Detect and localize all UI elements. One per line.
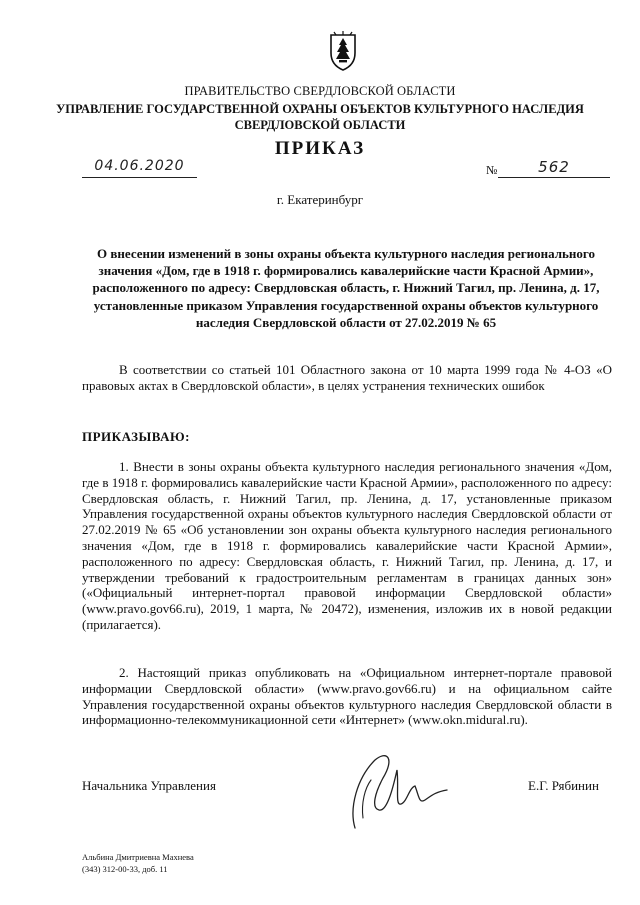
number-label: №	[486, 163, 498, 177]
order-number: 562	[498, 158, 610, 178]
department-line-2: СВЕРДЛОВСКОЙ ОБЛАСТИ	[234, 118, 406, 132]
preamble: В соответствии со статьей 101 Областного закона от 10 марта 1999 года № 4-ОЗ «О правовых актах в Свердловской области», в целях устранения технических ошибок	[82, 362, 612, 393]
signer-position: Начальника Управления	[82, 778, 216, 793]
executor-name: Альбина Дмитриевна Махнева	[82, 852, 194, 862]
order-word: ПРИКАЗЫВАЮ:	[82, 429, 190, 444]
executor-phone: (343) 312-00-33, доб. 11	[82, 864, 168, 874]
government-name: ПРАВИТЕЛЬСТВО СВЕРДЛОВСКОЙ ОБЛАСТИ	[184, 84, 456, 98]
department-name	[0, 101, 640, 133]
document-type: ПРИКАЗ	[274, 138, 366, 159]
order-item-1: 1. Внести в зоны охраны объекта культурного наследия регионального значения «Дом, где в 1918 г. формировались кавалерийские части Красной Армии», расположенного по адресу: Свердловская область, г. Нижний Тагил, пр. Ленина, д. 17, установленные приказом Управления государственной охраны объектов культурного наследия Свердловской области от 27.02.2019 № 65 «Об установлении зон охраны объекта культурного наследия регионального значения «Дом, где в 1918 г. формировались кавалерийские части Красной Армии», расположенного по адресу: Свердловская область, г. Нижний Тагил, пр. Ленина, д. 17, и утверждении требований к градостроительным регламентам в границах данных зон» («Официальный интернет-портал правовой информации Свердловской области» (www.pravo.gov66.ru), 2019, 1 марта, № 20472), изменения, изложив их в новой редакции (прилагается).	[82, 459, 612, 632]
coat-of-arms-icon	[328, 31, 358, 71]
order-item-2: 2. Настоящий приказ опубликовать на «Официальном интернет-портале правовой информации Свердловской области» (www.pravo.gov66.ru) и на официальном сайте Управления государственной охраны объектов культурного наследия Свердловской области в информационно-телекоммуникационной сети «Интернет» (www.okn.midural.ru).	[82, 665, 612, 728]
order-subject: О внесении изменений в зоны охраны объекта культурного наследия регионального значения «Дом, где в 1918 г. формировались кавалерийские части Красной Армии», расположенного по адресу: Свердловская область, г. Нижний Тагил, пр. Ленина, д. 17, установленные приказом Управления государственной охраны объектов культурного наследия Свердловской области от 27.02.2019 № 65	[92, 246, 600, 330]
city: г. Екатеринбург	[276, 192, 364, 207]
department-line-1: УПРАВЛЕНИЕ ГОСУДАРСТВЕННОЙ ОХРАНЫ ОБЪЕКТОВ КУЛЬТУРНОГО НАСЛЕДИЯ	[56, 102, 584, 116]
handwritten-signature	[335, 748, 465, 838]
signer-name: Е.Г. Рябинин	[528, 778, 599, 793]
order-date: 04.06.2020	[82, 158, 197, 178]
